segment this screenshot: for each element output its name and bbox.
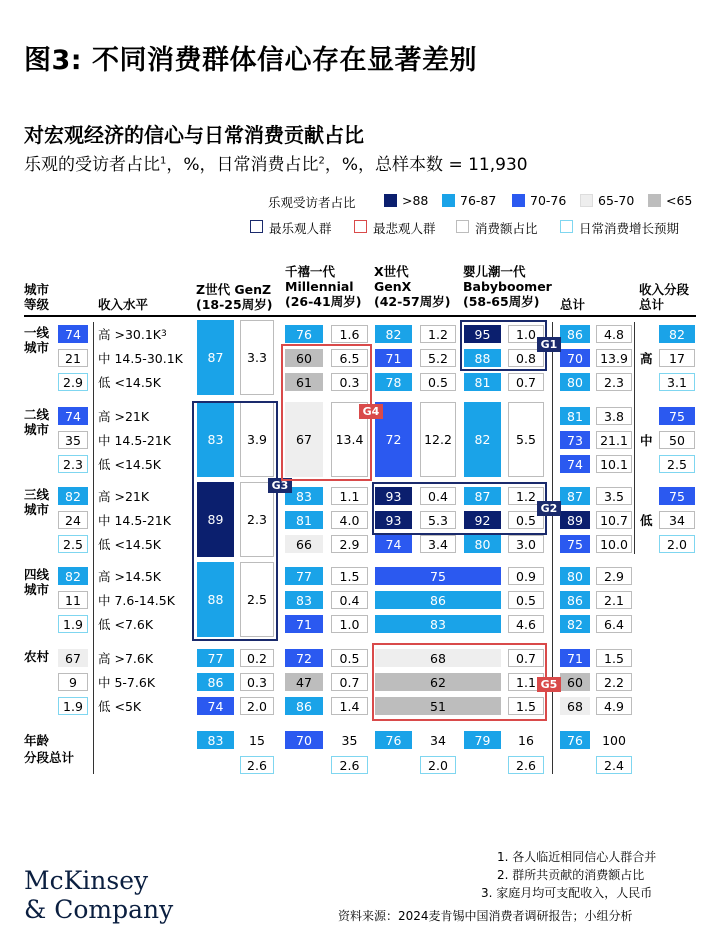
genx-share: 5.3 [420,511,456,529]
genx-boomer-merged-share: 0.5 [508,591,544,609]
total-share: 4.9 [596,697,632,715]
tier-optimism-mid: 9 [58,673,88,691]
income-level: 中 14.5-21K [98,513,171,528]
legend-swatch-2 [512,194,525,207]
millennial-share: 4.0 [331,511,368,529]
age-total-share: 34 [430,732,446,748]
total-optimism: 86 [560,591,590,609]
genx-optimism: 82 [375,325,412,343]
millennial-optimism: 60 [285,349,323,367]
income-level: 低 <5K [98,699,142,714]
genz-optimism-2: 89 [197,482,234,557]
boomer-optimism: 81 [464,373,501,391]
header-rule [24,315,696,317]
genz-optimism-1: 83 [197,402,234,477]
genz-share-1: 3.9 [240,402,274,477]
legend-swatch-3 [580,194,593,207]
subtitle-sup2: 2 [318,155,325,167]
millennial-share: 1.4 [331,697,368,715]
age-total-growth: 2.0 [420,756,456,774]
millennial-optimism: 81 [285,511,323,529]
tier-optimism-high: 82 [58,487,88,505]
subtitle-prefix: 乐观的受访者占比 [24,155,160,175]
income-level: 中 14.5-30.1K [98,351,183,366]
legend-optimism-label: 乐观受访者占比 [268,195,356,210]
total-share: 13.9 [596,349,632,367]
millennial-share: 0.4 [331,591,368,609]
legend-box-label-0: 最乐观人群 [269,221,332,236]
header-millennial: 千禧一代 Millennial (26-41周岁) [285,264,362,309]
age-total-share: 35 [341,732,358,748]
income-total-growth: 3.1 [659,373,695,391]
genx-share: 0.4 [420,487,456,505]
header-genz: Z世代 GenZ (18-25周岁) [196,282,273,312]
genz-rural-share: 2.0 [240,697,274,715]
legend-swatch-0 [384,194,397,207]
millennial-optimism: 47 [285,673,323,691]
total-share: 21.1 [596,431,632,449]
genx-optimism: 93 [375,511,412,529]
legend-label-1: 76-87 [460,193,497,208]
group-g4-tag: G4 [359,404,383,419]
income-total-level: 低 [640,513,653,528]
genx-boomer-merged-optimism: 68 [375,649,501,667]
millennial-share: 2.9 [331,535,368,553]
income-level: 低 <14.5K [98,457,161,472]
tier-optimism-high: 67 [58,649,88,667]
age-total-optimism: 83 [197,731,234,749]
total-optimism: 68 [560,697,590,715]
genz-share-0: 3.3 [240,320,274,395]
genx-optimism: 93 [375,487,412,505]
chart-title: 对宏观经济的信心与日常消费贡献占比 [24,123,364,147]
legend-label-3: 65-70 [598,193,635,208]
boomer-t2-share: 5.5 [508,402,544,477]
income-total-share: 50 [659,431,695,449]
income-level: 高 >21K [98,409,150,424]
header-total: 总计 [560,297,586,312]
age-total-optimism: 76 [560,731,590,749]
age-total-optimism: 79 [464,731,501,749]
boomer-share: 1.0 [508,325,544,343]
genx-share: 3.4 [420,535,456,553]
genx-optimism: 71 [375,349,412,367]
age-total-share: 15 [249,732,265,748]
total-optimism: 80 [560,567,590,585]
income-level: 低 <14.5K [98,375,161,390]
genx-boomer-merged-optimism: 51 [375,697,501,715]
genz-rural-optimism: 86 [197,673,234,691]
boomer-share: 0.5 [508,511,544,529]
header-tier: 城市 等级 [24,282,50,312]
age-total-growth: 2.6 [331,756,368,774]
millennial-share: 0.3 [331,373,368,391]
tier-growth: 1.9 [58,615,88,633]
total-share: 2.9 [596,567,632,585]
total-share: 4.8 [596,325,632,343]
tier-label-2: 三线 城市 [24,487,50,517]
note-1: 1. 各人临近相同信心人群合并 [497,850,657,864]
total-optimism: 86 [560,325,590,343]
group-g2-tag: G2 [537,501,561,516]
genz-rural-optimism: 77 [197,649,234,667]
income-total-growth: 2.5 [659,455,695,473]
subtitle-suffix: ，%，总样本数 = 11,930 [324,155,528,175]
income-total-share: 17 [659,349,695,367]
group-g5-outline [372,643,547,721]
millennial-optimism: 86 [285,697,323,715]
legend-label-4: <65 [666,193,693,208]
millennial-share: 0.5 [331,649,368,667]
millennial-optimism: 66 [285,535,323,553]
income-total-growth: 2.0 [659,535,695,553]
age-total-optimism: 70 [285,731,323,749]
millennial-share: 1.1 [331,487,368,505]
genx-boomer-merged-optimism: 86 [375,591,501,609]
total-share: 1.5 [596,649,632,667]
total-optimism: 71 [560,649,590,667]
legend-swatch-1 [442,194,455,207]
tier-optimism-mid: 11 [58,591,88,609]
age-total-growth: 2.6 [508,756,544,774]
total-optimism: 80 [560,373,590,391]
genx-boomer-merged-share: 0.7 [508,649,544,667]
millennial-optimism: 83 [285,591,323,609]
income-total-optimism: 75 [659,407,695,425]
genz-optimism-3: 88 [197,562,234,637]
boomer-optimism: 92 [464,511,501,529]
millennial-optimism: 76 [285,325,323,343]
total-optimism: 75 [560,535,590,553]
legend-box-label-1: 最悲观人群 [373,221,436,236]
header-boomer: 婴儿潮一代 Babyboomer (58-65周岁) [463,264,552,309]
header-income: 收入水平 [98,297,149,312]
tier-growth: 1.9 [58,697,88,715]
millennial-share: 1.6 [331,325,368,343]
chart-subtitle [24,150,528,175]
total-share: 6.4 [596,615,632,633]
tier-growth: 2.3 [58,455,88,473]
boomer-optimism: 87 [464,487,501,505]
mckinsey-logo [24,866,173,924]
millennial-optimism: 72 [285,649,323,667]
genx-boomer-merged-optimism: 83 [375,615,501,633]
legend-box-0 [250,220,263,233]
tier-optimism-high: 82 [58,567,88,585]
total-share: 2.1 [596,591,632,609]
divider-income-column [93,322,94,774]
total-optimism: 87 [560,487,590,505]
genx-boomer-merged-share: 1.5 [508,697,544,715]
income-level: 高 >30.1K 3 [98,327,167,342]
total-share: 10.1 [596,455,632,473]
legend-label-0: >88 [402,193,429,208]
total-share: 2.3 [596,373,632,391]
age-total-optimism: 76 [375,731,412,749]
genx-optimism: 74 [375,535,412,553]
tier-optimism-high: 74 [58,325,88,343]
tier-label-4: 农村 [24,649,50,664]
income-level: 中 5-7.6K [98,675,156,690]
note-2: 2. 群所共贡献的消费额占比 [497,868,645,882]
logo-line-2: & Company [24,895,174,924]
legend-box-3 [560,220,573,233]
income-level: 中 7.6-14.5K [98,593,175,608]
total-optimism: 60 [560,673,590,691]
legend-box-label-3: 日常消费增长预期 [579,221,680,236]
total-optimism: 70 [560,349,590,367]
tier-optimism-mid: 21 [58,349,88,367]
genx-boomer-merged-share: 0.9 [508,567,544,585]
tier-growth: 2.5 [58,535,88,553]
genx-optimism: 78 [375,373,412,391]
genx-share: 1.2 [420,325,456,343]
total-optimism: 74 [560,455,590,473]
income-total-optimism: 75 [659,487,695,505]
income-level: 低 <14.5K [98,537,161,552]
boomer-share: 3.0 [508,535,544,553]
boomer-optimism: 88 [464,349,501,367]
genz-rural-share: 0.3 [240,673,274,691]
millennial-optimism: 83 [285,487,323,505]
millennial-share: 6.5 [331,349,368,367]
group-g3-tag: G3 [268,478,292,493]
subtitle-middle: ，%，日常消费占比 [166,155,319,175]
genz-optimism-0: 87 [197,320,234,395]
total-optimism: 73 [560,431,590,449]
group-g5-tag: G5 [537,677,561,692]
genz-share-2: 2.3 [240,482,274,557]
source-note: 资料来源：2024麦肯锡中国消费者调研报告；小组分析 [338,909,633,923]
total-optimism: 89 [560,511,590,529]
millennial-t2-share: 13.4 [331,402,368,477]
divider-total-column [552,322,553,774]
total-optimism: 82 [560,615,590,633]
group-g2-outline [372,482,547,535]
millennial-optimism: 77 [285,567,323,585]
tier-growth: 2.9 [58,373,88,391]
millennial-optimism: 71 [285,615,323,633]
genx-t2-optimism: 72 [375,402,412,477]
tier-label-3: 四线 城市 [24,567,50,597]
tier-label-0: 一线 城市 [24,325,50,355]
income-total-share: 34 [659,511,695,529]
legend-swatch-4 [648,194,661,207]
genx-share: 5.2 [420,349,456,367]
boomer-share: 0.7 [508,373,544,391]
income-total-optimism: 82 [659,325,695,343]
age-total-growth: 2.6 [240,756,274,774]
boomer-share: 1.2 [508,487,544,505]
tier-label-1: 二线 城市 [24,407,50,437]
income-level: 高 >14.5K [98,569,161,584]
boomer-optimism: 95 [464,325,501,343]
boomer-optimism: 80 [464,535,501,553]
age-total-share: 16 [518,732,534,748]
tier-optimism-high: 74 [58,407,88,425]
millennial-t2-optimism: 67 [285,402,323,477]
millennial-share: 1.5 [331,567,368,585]
genx-t2-share: 12.2 [420,402,456,477]
tier-optimism-mid: 24 [58,511,88,529]
income-total-level: 高 [640,351,653,366]
total-share: 2.2 [596,673,632,691]
total-share: 3.8 [596,407,632,425]
genx-boomer-merged-share: 1.1 [508,673,544,691]
boomer-share: 0.8 [508,349,544,367]
genx-boomer-merged-optimism: 62 [375,673,501,691]
legend-box-2 [456,220,469,233]
logo-line-1: McKinsey [24,866,149,895]
divider-income-total [634,322,635,554]
genz-rural-share: 0.2 [240,649,274,667]
income-total-level: 中 [640,433,653,448]
total-share: 3.5 [596,487,632,505]
subtitle-sup1: 1 [160,155,167,167]
total-share: 10.0 [596,535,632,553]
genx-boomer-merged-share: 4.6 [508,615,544,633]
genx-boomer-merged-optimism: 75 [375,567,501,585]
legend-label-2: 70-76 [530,193,567,208]
millennial-optimism: 61 [285,373,323,391]
boomer-t2-optimism: 82 [464,402,501,477]
income-level: 中 14.5-21K [98,433,171,448]
age-total-growth: 2.4 [596,756,632,774]
group-g1-outline [460,320,547,371]
age-total-share: 100 [602,732,626,748]
header-income-total: 收入分段 总计 [639,282,690,312]
income-footnote-mark: 3 [160,329,167,339]
legend-box-1 [354,220,367,233]
legend-box-label-2: 消费额占比 [475,221,538,236]
figure-title: 图3: 不同消费群体信心存在显著差别 [24,45,477,76]
group-g3-outline [192,401,278,641]
income-level: 高 >21K [98,489,150,504]
note-3: 3. 家庭月均可支配收入，人民币 [481,886,653,900]
group-g1-tag: G1 [537,337,561,352]
total-optimism: 81 [560,407,590,425]
tier-optimism-mid: 35 [58,431,88,449]
genz-rural-optimism: 74 [197,697,234,715]
income-level: 高 >7.6K [98,651,154,666]
total-share: 10.7 [596,511,632,529]
genz-share-3: 2.5 [240,562,274,637]
age-total-label: 年龄 分段总计 [24,733,75,765]
millennial-share: 1.0 [331,615,368,633]
header-genx: X世代 GenX (42-57周岁) [374,264,451,309]
genx-share: 0.5 [420,373,456,391]
millennial-share: 0.7 [331,673,368,691]
income-level: 低 <7.6K [98,617,154,632]
